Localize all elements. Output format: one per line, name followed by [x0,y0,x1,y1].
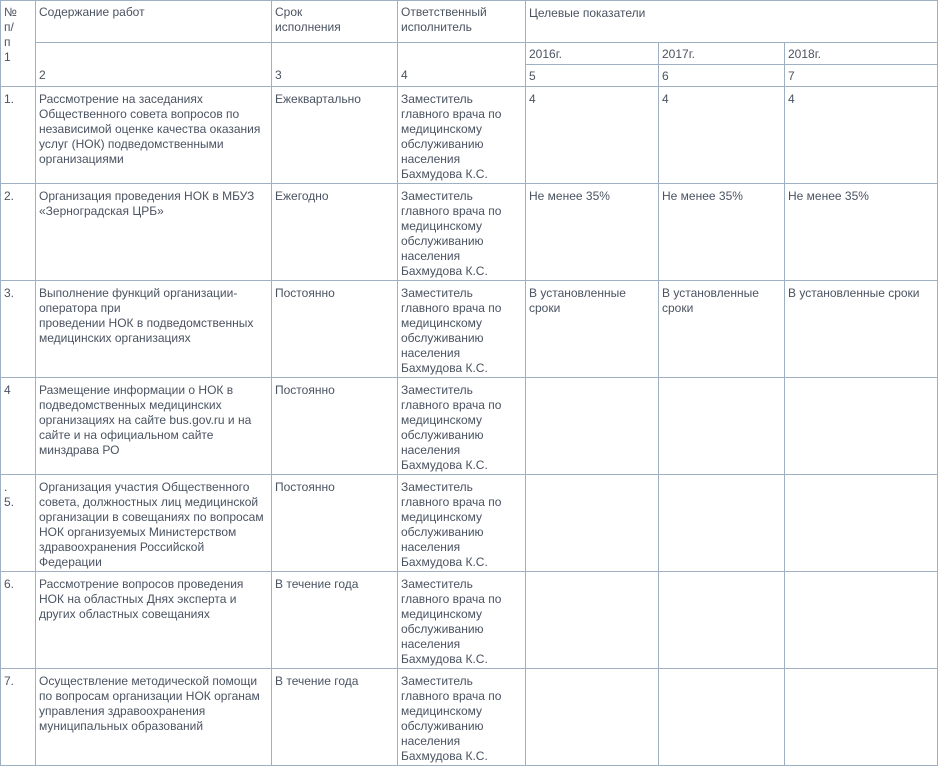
header-targets: Целевые показатели [526,1,938,43]
row-content: Организация проведения НОК в МБУЗ «Зерноградская ЦРБ» [36,184,272,281]
row-target-2016 [526,572,659,669]
row-deadline: В течение года [272,572,398,669]
row-target-2016 [526,378,659,475]
colnum-3: 3 [272,43,398,87]
row-content: Выполнение функций организации-оператора при проведении НОК в подведомственных медицинских организациях [36,281,272,378]
row-target-2016: В установленные сроки [526,281,659,378]
header-year-2017: 2017г. [659,43,785,65]
table-body [1,1,938,766]
colnum-7: 7 [785,65,938,87]
row-num: 1. [1,87,36,184]
header-deadline: Срок исполнения [272,1,398,43]
row-target-2018 [785,475,938,572]
table-row [1,475,938,572]
row-target-2017: 4 [659,87,785,184]
row-deadline: Ежегодно [272,184,398,281]
row-content: Рассмотрение вопросов проведения НОК на областных Днях эксперта и других областных совещаниях [36,572,272,669]
row-target-2017 [659,669,785,766]
row-num: . 5. [1,475,36,572]
row-responsible: Заместитель главного врача по медицинскому обслуживанию населения Бахмудова К.С. [398,669,526,766]
table-row [1,378,938,475]
row-target-2018: В установленные сроки [785,281,938,378]
row-deadline: Ежеквартально [272,87,398,184]
row-target-2017: В установленные сроки [659,281,785,378]
row-responsible: Заместитель главного врача по медицинскому обслуживанию населения Бахмудова К.С. [398,87,526,184]
row-target-2017: Не менее 35% [659,184,785,281]
row-responsible: Заместитель главного врача по медицинскому обслуживанию населения Бахмудова К.С. [398,378,526,475]
row-target-2018 [785,669,938,766]
colnum-2: 2 [36,43,272,87]
table-row [1,184,938,281]
colnum-4: 4 [398,43,526,87]
header-responsible: Ответственный исполнитель [398,1,526,43]
row-deadline: Постоянно [272,475,398,572]
row-target-2018 [785,378,938,475]
row-content: Рассмотрение на заседаниях Общественного совета вопросов по независимой оценке качества оказания услуг (НОК) подведомственными организациями [36,87,272,184]
row-target-2016: 4 [526,87,659,184]
header-year-2018: 2018г. [785,43,938,65]
row-responsible: Заместитель главного врача по медицинскому обслуживанию населения Бахмудова К.С. [398,184,526,281]
row-num: 3. [1,281,36,378]
table-row [1,87,938,184]
table-row [1,669,938,766]
row-target-2016 [526,669,659,766]
row-target-2018: 4 [785,87,938,184]
header-row [1,1,938,43]
table-row [1,572,938,669]
header-year-2016: 2016г. [526,43,659,65]
row-target-2018: Не менее 35% [785,184,938,281]
row-num: 2. [1,184,36,281]
header-content: Содержание работ [36,1,272,43]
colnum-6: 6 [659,65,785,87]
row-target-2018 [785,572,938,669]
row-target-2016: Не менее 35% [526,184,659,281]
colnum-1: 1 [4,50,11,64]
row-target-2017 [659,378,785,475]
row-deadline: В течение года [272,669,398,766]
table-row [1,281,938,378]
row-num: 6. [1,572,36,669]
year-row [1,43,938,65]
row-responsible: Заместитель главного врача по медицинскому обслуживанию населения Бахмудова К.С. [398,572,526,669]
row-num: 4 [1,378,36,475]
row-content: Размещение информации о НОК в подведомственных медицинских организациях на сайте bus.gov.ru и на сайте и на официальном сайте минздрава РО [36,378,272,475]
header-num: № п/ п 1 [1,1,36,87]
colnum-5: 5 [526,65,659,87]
row-target-2017 [659,572,785,669]
row-target-2017 [659,475,785,572]
row-responsible: Заместитель главного врача по медицинскому обслуживанию населения Бахмудова К.С. [398,281,526,378]
row-target-2016 [526,475,659,572]
row-content: Организация участия Общественного совета, должностных лиц медицинской организации в совещаниях по вопросам НОК организуемых Министерством здравоохранения Российской Федерации [36,475,272,572]
row-responsible: Заместитель главного врача по медицинскому обслуживанию населения Бахмудова К.С. [398,475,526,572]
row-num: 7. [1,669,36,766]
row-deadline: Постоянно [272,378,398,475]
row-content: Осуществление методической помощи по вопросам организации НОК органам управления здравоохранения муниципальных образований [36,669,272,766]
row-deadline: Постоянно [272,281,398,378]
